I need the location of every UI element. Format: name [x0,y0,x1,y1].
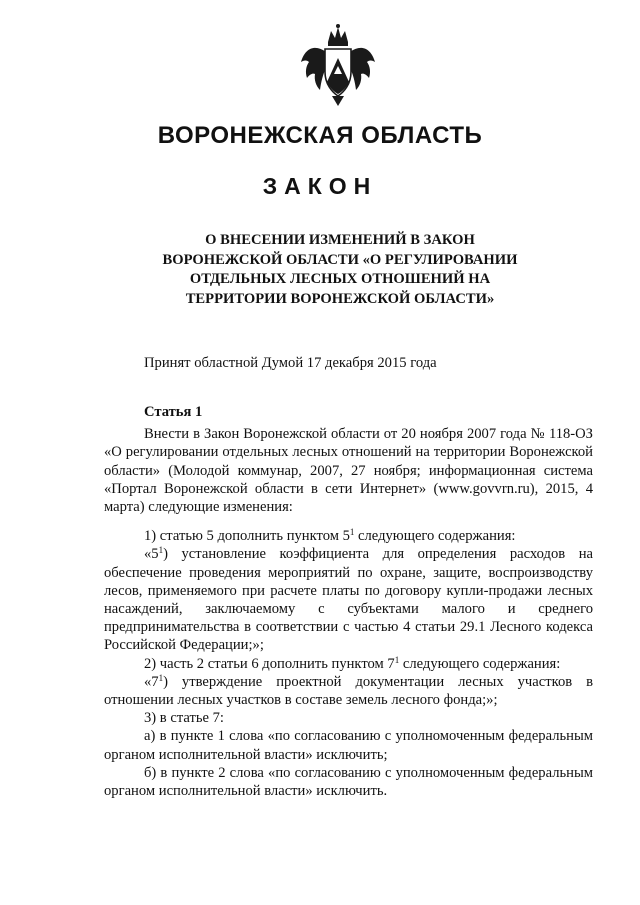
amendment-item-1-text: 1) статью 5 дополнить пунктом 5 [144,528,350,545]
amendment-item-2-content [104,673,593,709]
amendment-item-1-tail: следующего содержания: [354,528,516,545]
amendment-item-2-text: 2) часть 2 статьи 6 дополнить пунктом 7 [144,655,395,672]
superscript: 1 [394,654,400,665]
superscript: 1 [158,672,164,683]
article-heading: Статья 1 [144,404,203,420]
superscript: 1 [349,527,355,538]
article-intro-paragraph: Внести в Закон Воронежской области от 20 ноября 2007 года № 118-ОЗ «О регулировании отдельных лесных отношений на территории Воронежской области» (Молодой коммунар, 2007, 27 ноября; информационная система «Портал Воронежской области в сети Интернет» (www.govvrn.ru), 2015, 4 марта) следующие изменения: [104,426,593,516]
quote-open: «7 [144,673,159,690]
amendment-item-3: 3) в статье 7: [144,710,224,727]
amendment-item-1 [104,527,593,545]
amendment-item-2 [104,655,593,673]
region-name: ВОРОНЕЖСКАЯ ОБЛАСТЬ [157,122,483,149]
amendment-item-1-content [104,545,593,654]
amendment-item-2-tail: следующего содержания: [399,655,561,672]
document-type: ЗАКОН [262,173,378,199]
adoption-date-line: Принят областной Думой 17 декабря 2015 года [144,355,437,371]
amendment-item-1-content-text: ) установление коэффициента для определения расходов на обеспечение проведения мероприятий по охране, защите, воспроизводству лесов, применяемого при расчете платы по договору купли-продажи лесных насаждений, заключаемому с субъектами малого и среднего предпринимательства в соответствии с частью 4 статьи 29.1 Лесного кодекса Российской Федерации;»; [104,546,593,654]
amendment-item-3b: б) в пункте 2 слова «по согласованию с уполномоченным федеральным органом исполнительной власти» исключить. [104,764,593,800]
document-body [104,403,593,800]
quote-open: «5 [144,546,159,563]
document-title: О ВНЕСЕНИИ ИЗМЕНЕНИЙ В ЗАКОН ВОРОНЕЖСКОЙ ОБЛАСТИ «О РЕГУЛИРОВАНИИ ОТДЕЛЬНЫХ ЛЕСНЫХ ОТНОШЕНИЙ НА ТЕРРИТОРИИ ВОРОНЕЖСКОЙ ОБЛАСТИ» [162,232,518,307]
superscript: 1 [158,545,164,556]
coat-of-arms-emblem [295,22,381,108]
amendment-item-2-content-text: ) утверждение проектной документации лесных участков в отношении лесных участков в составе земель лесного фонда;»; [104,673,593,709]
amendment-item-3a: а) в пункте 1 слова «по согласованию с уполномоченным федеральным органом исполнительной власти» исключить; [104,728,593,763]
